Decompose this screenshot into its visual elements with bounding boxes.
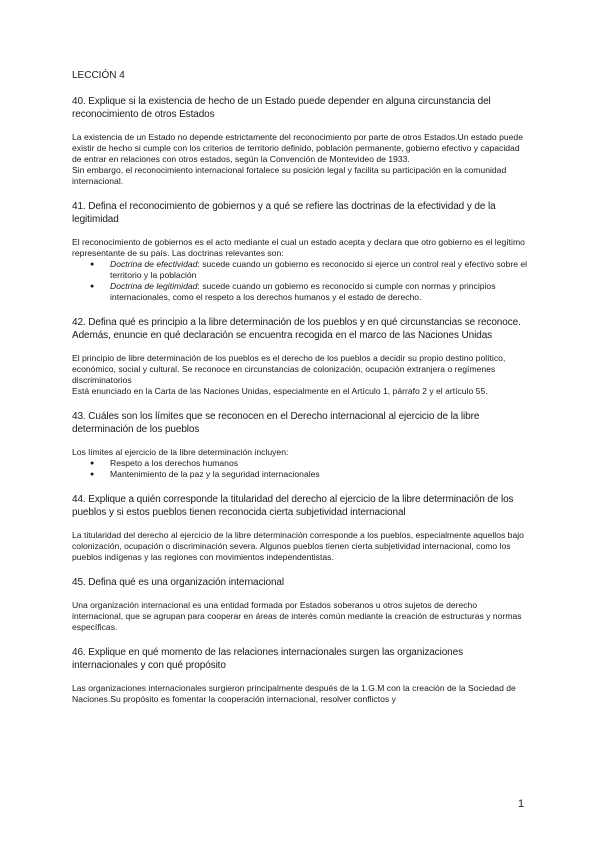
doctrine-term: Doctrina de legitimidad: [110, 281, 198, 291]
answer-45: [72, 600, 528, 633]
question-41: 41. Defina el reconocimiento de gobiernos y a qué se refiere las doctrinas de la efectividad y de la legitimidad: [72, 201, 496, 225]
question-40: 40. Explique si la existencia de hecho de un Estado puede depender en alguna circunstancia del reconocimiento de otros Estados: [72, 96, 491, 120]
lesson-title: LECCIÓN 4: [72, 70, 125, 81]
doctrine-text: : sucede cuando un gobierno es reconocido si ejerce un control real y efectivo sobre el territorio y la población: [110, 259, 528, 280]
answer-paragraph: Las organizaciones internacionales surgieron principalmente después de la 1.G.M con la creación de la Sociedad de Naciones.Su propósito es fomentar la cooperación internacional, resolver conflictos y: [72, 683, 516, 704]
answer-44: [72, 530, 528, 563]
question-43: 43. Cuáles son los límites que se reconocen en el Derecho internacional al ejercicio de la libre determinación de los pueblos: [72, 411, 480, 435]
list-item: [110, 259, 528, 281]
answer-paragraph: Está enunciado en la Carta de las Naciones Unidas, especialmente en el Artículo 1, párrafo 2 y el artículo 55.: [72, 386, 488, 396]
list-item: ● Mantenimiento de la paz y la seguridad internacionales: [110, 469, 528, 480]
page-number: 1: [518, 798, 525, 810]
bullet-list: [72, 259, 528, 303]
answer-46: [72, 683, 528, 705]
question-45: 45. Defina qué es una organización internacional: [72, 577, 285, 588]
document-page: [72, 70, 528, 718]
answer-40: [72, 132, 528, 187]
bullet-list: [72, 458, 528, 480]
answer-42: [72, 353, 528, 397]
answer-paragraph: La titularidad del derecho al ejercicio de la libre determinación corresponde a los pueblos, especialmente aquellos bajo colonización, ocupación o discriminación severa. Algunos pueblos tienen cierta subjetividad internacional, como los pueblos indígenas y las regiones con movimientos independentistas.: [72, 530, 524, 562]
question-46: 46. Explique en qué momento de las relaciones internacionales surgen las organizaciones internacionales y con qué propósito: [72, 647, 463, 671]
answer-paragraph: La existencia de un Estado no depende estrictamente del reconocimiento por parte de otros Estados.Un estado puede existir de hecho si cumple con los criterios de territorio definido, población permanente, gobierno efectivo y capacidad de entrar en relaciones con otros estados, según la Convención de Montevideo de 1933.: [72, 132, 523, 164]
list-item: ● Respeto a los derechos humanos: [110, 458, 528, 469]
question-42: 42. Defina qué es principio a la libre determinación de los pueblos y en qué circunstancias se reconoce. Además, enuncie en qué declaración se encuentra recogida en el marco de las Naciones Unidas: [72, 317, 521, 341]
question-44: 44. Explique a quién corresponde la titularidad del derecho al ejercicio de la libre determinación de los pueblos y si estos pueblos tienen reconocida cierta subjetividad internacional: [72, 494, 514, 518]
answer-paragraph: Sin embargo, el reconocimiento internacional fortalece su posición legal y facilita su participación en la comunidad internacional.: [72, 165, 507, 186]
doctrine-term: Doctrina de efectividad: [110, 259, 198, 269]
list-item: [110, 281, 528, 303]
answer-43: [72, 447, 528, 480]
answer-41: [72, 237, 528, 303]
answer-paragraph: Los límites al ejercicio de la libre determinación incluyen:: [72, 447, 289, 457]
answer-paragraph: El reconocimiento de gobiernos es el acto mediante el cual un estado acepta y declara que otro gobierno es el legítimo representante de su país. Las doctrinas relevantes son:: [72, 237, 525, 258]
answer-paragraph: Una organización internacional es una entidad formada por Estados soberanos u otros sujetos de derecho internacional, que se agrupan para cooperar en áreas de interés común mediante la creación de estructuras y normas específicas.: [72, 600, 522, 632]
answer-paragraph: El principio de libre determinación de los pueblos es el derecho de los pueblos a decidir su propio destino político, económico, social y cultural. Se reconoce en circunstancias de colonización, ocupación extranjera o regímenes discriminatorios: [72, 353, 506, 385]
doctrine-text: : sucede cuando un gobierno es reconocido si cumple con normas y principios internacionales, como el respeto a los derechos humanos y el estado de derecho.: [110, 281, 496, 302]
